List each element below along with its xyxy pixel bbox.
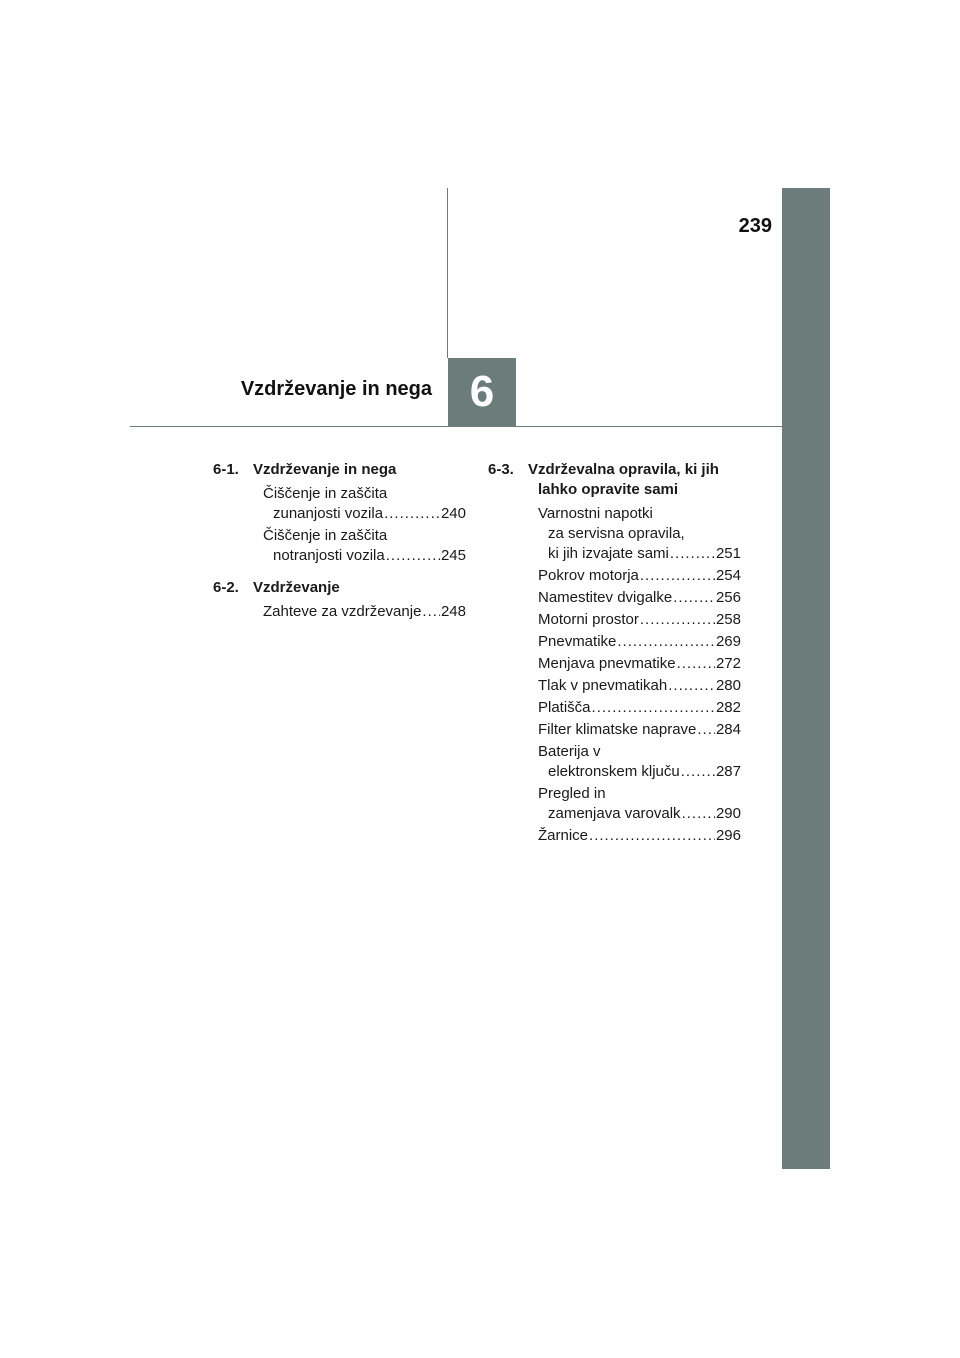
entry-title-line: Namestitev dvigalke [538,589,673,606]
header-vertical-rule [447,188,448,358]
entry-page: 269 [715,633,741,650]
header-horizontal-rule [130,426,782,427]
entry-title-line: notranjosti vozila [273,547,385,564]
toc-entry-maintenance-requirements[interactable] [213,602,466,622]
entry-title-line: Pnevmatike [538,633,617,650]
toc-entry-fuses[interactable] [488,784,741,824]
entry-page: 251 [715,545,741,562]
section-number: 6-1. [213,461,239,478]
entry-title-line: Pregled in [538,785,606,802]
dot-leader [592,698,715,718]
entry-title-line: zamenjava varovalk [548,805,681,822]
dot-leader [682,804,715,824]
dot-leader [422,602,440,622]
toc-column-left [213,460,466,624]
section-number: 6-2. [213,579,239,596]
entry-page: 254 [715,567,741,584]
page-number: 239 [738,215,772,237]
entry-page: 240 [440,505,466,522]
entry-page: 280 [715,677,741,694]
chapter-number: 6 [469,367,495,416]
toc-section-6-3 [488,460,741,500]
toc-entry-ac-filter[interactable] [488,720,741,740]
entry-title-line: Baterija v [538,743,601,760]
entry-title-line: elektronskem ključu [548,763,680,780]
entry-page: 256 [715,589,741,606]
entry-title-line: Filter klimatske naprave [538,721,697,738]
toc-entry-interior-cleaning[interactable] [213,526,466,566]
toc-entry-tire-change[interactable] [488,654,741,674]
dot-leader [681,762,715,782]
dot-leader [386,546,440,566]
entry-page: 248 [440,603,466,620]
entry-title-line: Zahteve za vzdrževanje [263,603,422,620]
entry-title-line: Menjava pnevmatike [538,655,676,672]
toc-section-6-2 [213,578,466,598]
toc-entry-key-battery[interactable] [488,742,741,782]
section-number: 6-3. [488,461,514,478]
dot-leader [384,504,440,524]
entry-page: 284 [715,721,741,738]
entry-page: 296 [715,827,741,844]
toc-entry-bulbs[interactable] [488,826,741,846]
dot-leader [617,632,715,652]
chapter-title: Vzdrževanje in nega [240,378,432,400]
dot-leader [640,566,715,586]
dot-leader [673,588,715,608]
entry-title-line: Čiščenje in zaščita [263,527,388,544]
entry-title-line: zunanjosti vozila [273,505,384,522]
toc-entry-engine-compartment[interactable] [488,610,741,630]
dot-leader [668,676,715,696]
entry-page: 258 [715,611,741,628]
dot-leader [640,610,715,630]
entry-title-line: ki jih izvajate sami [548,545,669,562]
toc-entry-tire-pressure[interactable] [488,676,741,696]
entry-title-line: Tlak v pnevmatikah [538,677,668,694]
toc-entry-jack-positioning[interactable] [488,588,741,608]
dot-leader [697,720,715,740]
toc-entry-wheels[interactable] [488,698,741,718]
entry-title-line: Platišča [538,699,591,716]
toc-entry-hood[interactable] [488,566,741,586]
entry-title-line: Pokrov motorja [538,567,639,584]
section-title: Vzdrževanje [253,579,340,596]
entry-page: 245 [440,547,466,564]
entry-title-line: Žarnice [538,827,589,844]
section-title: Vzdrževanje in nega [253,461,397,478]
entry-page: 282 [715,699,741,716]
dot-leader [589,826,715,846]
dot-leader [677,654,715,674]
dot-leader [670,544,715,564]
section-title: Vzdrževalna opravila, ki jih lahko opravite sami [528,461,719,498]
toc-column-right [488,460,741,848]
toc-section-6-1 [213,460,466,480]
entry-page: 287 [715,763,741,780]
entry-title-line: za servisna opravila, [548,525,685,542]
entry-page: 290 [715,805,741,822]
chapter-number-box [448,358,516,426]
toc-entry-safety-precautions[interactable] [488,504,741,564]
entry-title-line: Čiščenje in zaščita [263,485,388,502]
toc-entry-tires[interactable] [488,632,741,652]
entry-title-line: Varnostni napotki [538,505,653,522]
entry-title-line: Motorni prostor [538,611,639,628]
chapter-side-tab [782,188,830,1169]
toc-entry-exterior-cleaning[interactable] [213,484,466,524]
entry-page: 272 [715,655,741,672]
